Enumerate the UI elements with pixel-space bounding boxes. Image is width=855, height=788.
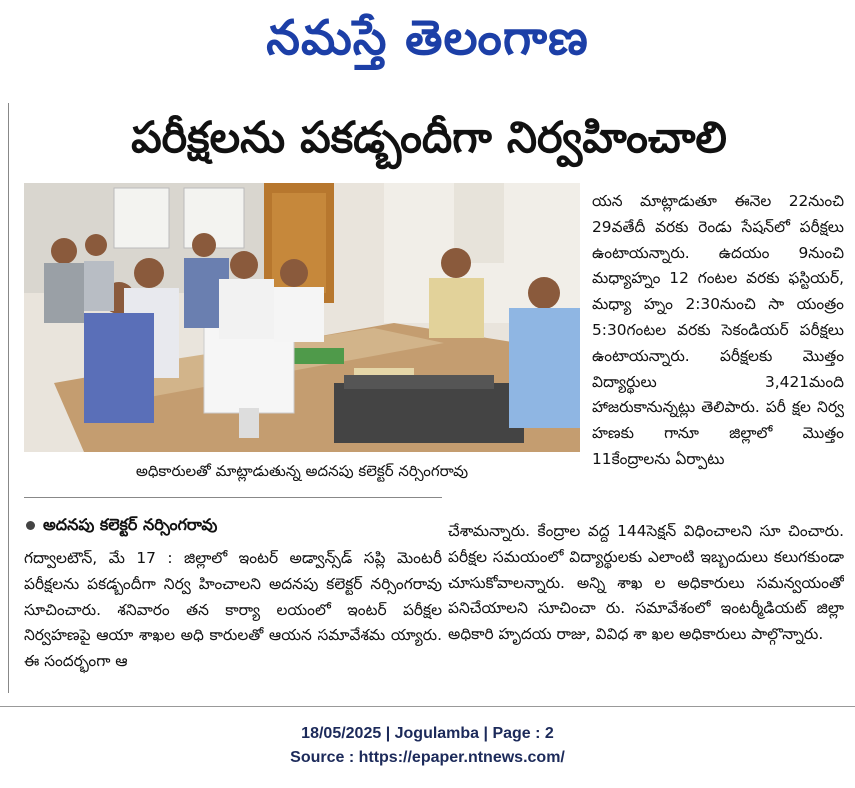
article-column-right-bottom bbox=[448, 519, 844, 695]
page-footer bbox=[0, 722, 855, 770]
article-paragraph: యన మాట్లాడుతూ ఈనెల 22నుంచి 29వతేదీ వరకు రెండు సేషన్‌లో పరీక్షలు ఉంటాయన్నారు. ఉదయం 9నుంచి మధ్యాహ్నం 12 గంటల వరకు ఫస్టియర్, మధ్యా హ్నం 2:30నుంచి సా యంత్రం 5:30గంటల వరకు సెకండియర్ పరీక్షలు ఉంటాయన్నారు. పరీక్షలకు మొత్తం విద్యార్థులు 3,421మంది హాజరుకానున్నట్లు తెలిపారు. పరీ క్షల నిర్వ హణకు గానూ జిల్లాలో మొత్తం 11కేంద్రాలను ఏర్పాటు bbox=[592, 192, 844, 468]
article-headline: పరీక్షలను పకడ్బందీగా నిర్వహించాలి bbox=[131, 113, 727, 163]
article-byline bbox=[26, 512, 426, 538]
article-photo bbox=[24, 183, 580, 452]
section-divider bbox=[24, 497, 442, 498]
newspaper-masthead: నమస్తే తెలంగాణ bbox=[266, 10, 589, 66]
article-paragraph: చేశామన్నారు. కేంద్రాల వద్ద 144సెక్షన్ విధించాలని సూ చించారు. పరీక్షల సమయంలో విద్యార్థులకు ఎలాంటి ఇబ్బందులు కలుగకుండా చూసుకోవాలన్నారు. అన్ని శాఖ ల అధికారులు సమన్వయంతో పనిచేయాలని సూచించా రు. సమావేశంలో ఇంటర్మీడియట్ జిల్లా అధికారి హృదయ రాజు, వివిధ శా ఖల అధికారులు పాల్గొన్నారు. bbox=[448, 522, 844, 644]
left-column-rule bbox=[8, 103, 9, 693]
bullet-icon bbox=[26, 521, 35, 530]
footer-source-link[interactable]: Source : https://epaper.ntnews.com/ bbox=[290, 749, 565, 766]
article-column-right-top bbox=[592, 189, 844, 519]
photo-caption: అధికారులతో మాట్లాడుతున్న అదనపు కలెక్టర్ నర్సింగరావు bbox=[135, 462, 469, 480]
byline-text: అదనపు కలెక్టర్ నర్సింగరావు bbox=[43, 515, 218, 534]
footer-divider bbox=[0, 706, 855, 707]
article-column-left bbox=[24, 546, 442, 696]
article-paragraph: గద్వాలటౌన్, మే 17 : జిల్లాలో ఇంటర్ అడ్వాన్స్‌డ్ సప్లి మెంటరీ పరీక్షలను పకడ్బందీగా నిర్వ హించాలని అదనపు కలెక్టర్ నర్సింగరావు సూచించారు. శనివారం తన కార్యా లయంలో ఇంటర్ పరీక్షల నిర్వహణపై ఆయా శాఖల అధి కారులతో ఆయన సమావేశమ య్యారు. ఈ సందర్భంగా ఆ bbox=[24, 549, 442, 671]
footer-edition-info: 18/05/2025 | Jogulamba | Page : 2 bbox=[301, 725, 554, 742]
